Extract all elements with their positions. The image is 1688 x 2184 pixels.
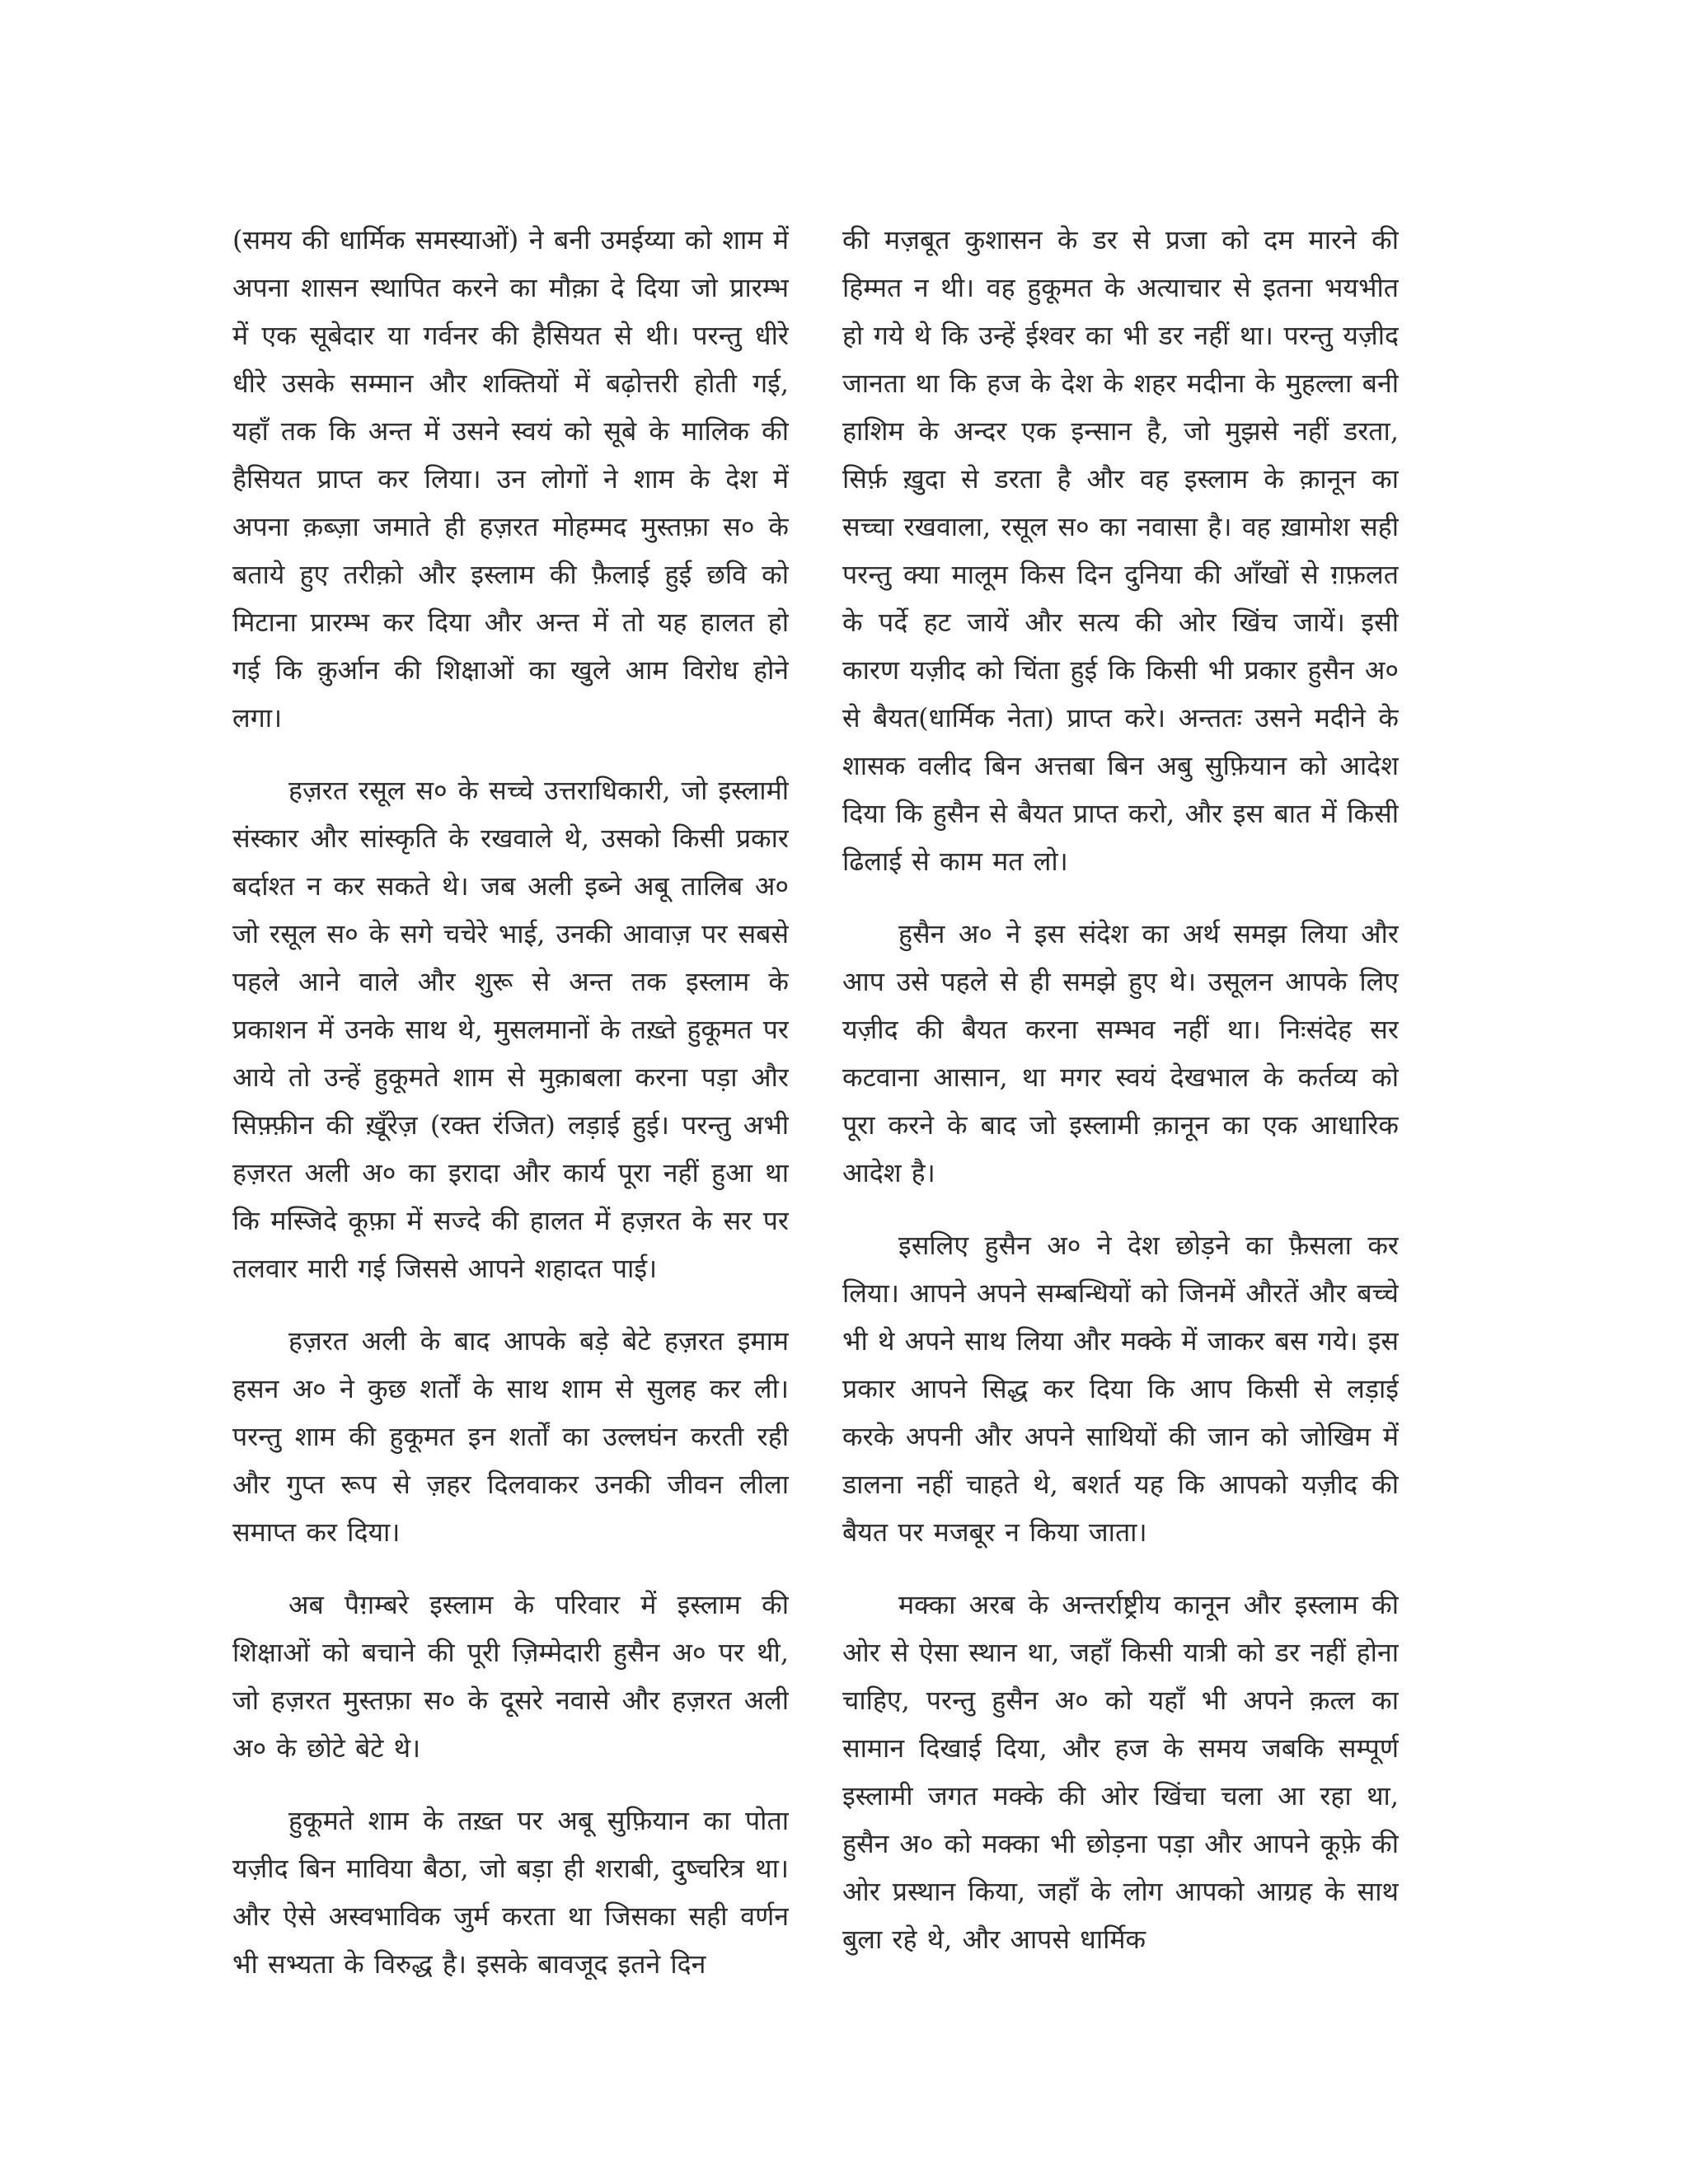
left-paragraph-4: अब पैग़म्बरे इस्लाम के परिवार में इस्लाम की शिक्षाओं को बचाने की पूरी ज़िम्मेदारी हुसैन अ० पर थी, जो हज़रत मुस्तफ़ा स० के दूसरे नवासे और हज़रत अली अ० के छोटे बेटे थे।	[232, 1589, 789, 1764]
right-paragraph-1: की मज़बूत कुशासन के डर से प्रजा को दम मारने की हिम्मत न थी। वह हुकूमत के अत्याचार से इतना भयभीत हो गये थे कि उन्हें ईश्वर का भी डर नहीं था। परन्तु यज़ीद जानता था कि हज के देश के शहर मदीना के मुहल्ला बनी हाशिम के अन्दर एक इन्सान है, जो मुझसे नहीं डरता, सिर्फ़ ख़ुदा से डरता है और वह इस्लाम के क़ानून का सच्चा रखवाला, रसूल स० का नवासा है। वह ख़ामोश सही परन्तु क्या मालूम किस दिन दुनिया की आँखों से ग़फ़लत के पर्दे हट जायें और सत्य की ओर खिंच जायें। इसी कारण यज़ीद को चिंता हुई कि किसी भी प्रकार हुसैन अ० से बैयत(धार्मिक नेता) प्राप्त करे। अन्ततः उसने मदीने के शासक वलीद बिन अत्तबा बिन अबु सुफ़ियान को आदेश दिया कि हुसैन से बैयत प्राप्त करो, और इस बात में किसी ढिलाई से काम मत लो।	[842, 224, 1399, 877]
left-paragraph-1: (समय की धार्मिक समस्याओं) ने बनी उमईय्या को शाम में अपना शासन स्थापित करने का मौक़ा दे दिया जो प्रारम्भ में एक सूबेदार या गर्वनर की हैसियत से थी। परन्तु धीरे धीरे उसके सम्मान और शक्तियों में बढ़ोत्तरी होती गई, यहाँ तक कि अन्त में उसने स्वयं को सूबे के मालिक की हैसियत प्राप्त कर लिया। उन लोगों ने शाम के देश में अपना क़ब्ज़ा जमाते ही हज़रत मोहम्मद मुस्तफ़ा स० के बताये हुए तरीक़ो और इस्लाम की फ़ैलाई हुई छवि को मिटाना प्रारम्भ कर दिया और अन्त में तो यह हालत हो गई कि क़ुर्आन की शिक्षाओं का खुले आम विरोध होने लगा।	[232, 224, 789, 733]
left-paragraph-5: हुकूमते शाम के तख़्त पर अबू सुफ़ियान का पोता यज़ीद बिन माविया बैठा, जो बड़ा ही शराबी, दुष्चरित्र था। और ऐसे अस्वभाविक जुर्म करता था जिसका सही वर्णन भी सभ्यता के विरुद्ध है। इसके बावजूद इतने दिन	[232, 1805, 789, 1980]
left-text-column	[232, 216, 789, 1980]
left-paragraph-2: हज़रत रसूल स० के सच्चे उत्तराधिकारी, जो इस्लामी संस्कार और सांस्कृति के रखवाले थे, उसको किसी प्रकार बर्दाश्त न कर सकते थे। जब अली इब्ने अबू तालिब अ० जो रसूल स० के सगे चचेरे भाई, उनकी आवाज़ पर सबसे पहले आने वाले और शुरू से अन्त तक इस्लाम के प्रकाशन में उनके साथ थे, मुसलमानों के तख़्ते हुकूमत पर आये तो उन्हें हुकूमते शाम से मुक़ाबला करना पड़ा और सिफ़्फ़ीन की ख़ूँरेज़ (रक्त रंजित) लड़ाई हुई। परन्तु अभी हज़रत अली अ० का इरादा और कार्य पूरा नहीं हुआ था कि मस्जिदे कूफ़ा में सज्दे की हालत में हज़रत के सर पर तलवार मारी गई जिससे आपने शहादत पाई।	[232, 775, 789, 1284]
right-paragraph-4: मक्का अरब के अन्तर्राष्ट्रीय कानून और इस्लाम की ओर से ऐसा स्थान था, जहाँ किसी यात्री को डर नहीं होना चाहिए, परन्तु हुसैन अ० को यहाँ भी अपने क़त्ल का सामान दिखाई दिया, और हज के समय जबकि सम्पूर्ण इस्लामी जगत मक्के की ओर खिंचा चला आ रहा था, हुसैन अ० को मक्का भी छोड़ना पड़ा और आपने कूफ़े की ओर प्रस्थान किया, जहाँ के लोग आपको आग्रह के साथ बुला रहे थे, और आपसे धार्मिक	[842, 1589, 1399, 1955]
right-paragraph-2: हुसैन अ० ने इस संदेश का अर्थ समझ लिया और आप उसे पहले से ही समझे हुए थे। उसूलन आपके लिए यज़ीद की बैयत करना सम्भव नहीं था। निःसंदेह सर कटवाना आसान, था मगर स्वयं देखभाल के कर्तव्य को पूरा करने के बाद जो इस्लामी क़ानून का एक आधारिक आदेश है।	[842, 918, 1399, 1188]
left-paragraph-3: हज़रत अली के बाद आपके बड़े बेटे हज़रत इमाम हसन अ० ने कुछ शर्तों के साथ शाम से सुलह कर ली। परन्तु शाम की हुकूमत इन शर्तों का उल्लघंन करती रही और गुप्त रूप से ज़हर दिलवाकर उनकी जीवन लीला समाप्त कर दिया।	[232, 1325, 789, 1548]
right-paragraph-3: इसलिए हुसैन अ० ने देश छोड़ने का फ़ैसला कर लिया। आपने अपने सम्बन्धियों को जिनमें औरतें और बच्चे भी थे अपने साथ लिया और मक्के में जाकर बस गये। इस प्रकार आपने सिद्ध कर दिया कि आप किसी से लड़ाई करके अपनी और अपने साथियों की जान को जोखिम में डालना नहीं चाहते थे, बशर्त यह कि आपको यज़ीद की बैयत पर मजबूर न किया जाता।	[842, 1230, 1399, 1548]
right-text-column	[842, 216, 1399, 1980]
